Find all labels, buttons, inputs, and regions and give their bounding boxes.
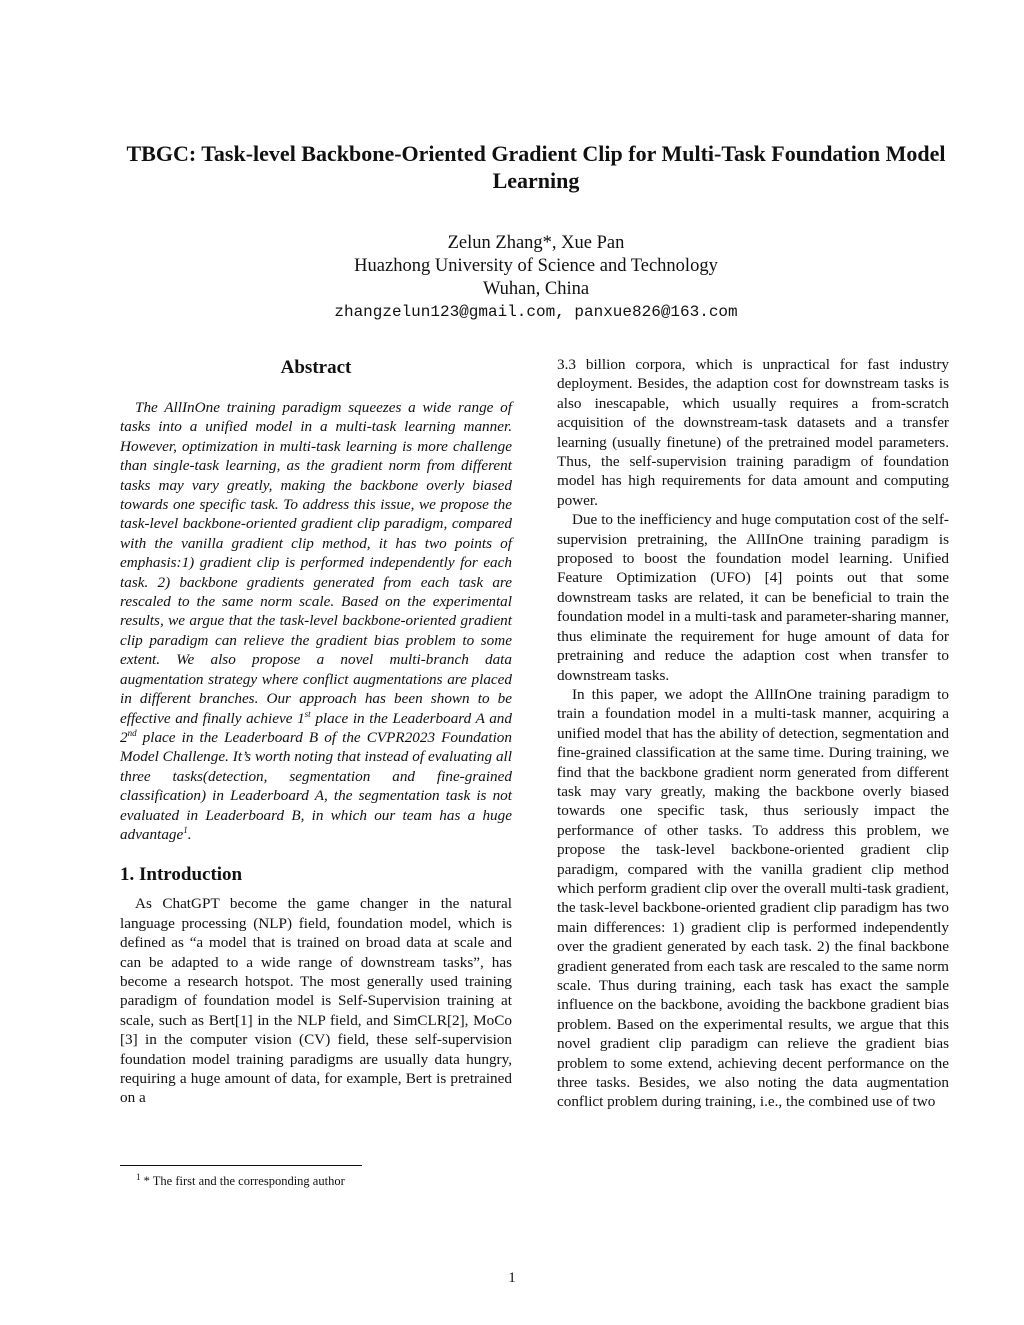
left-column — [120, 355, 512, 1108]
location: Wuhan, China — [482, 279, 590, 299]
footnote-rule — [120, 1165, 362, 1166]
author-names: Zelun Zhang*, Xue Pan — [447, 233, 625, 253]
right-column — [557, 355, 949, 1112]
intro-paragraph-1: As ChatGPT become the game changer in the natural language processing (NLP) field, foundation model, which is defined as “a model that is trained on broad data at scale and can be adapted to a wide range of downstream tasks”, has become a research hotspot. The most generally used training paradigm of foundation model is Self-Supervision training at scale, such as Bert[1] in the NLP field, and SimCLR[2], MoCo [3] in the computer vision (CV) field, these self-supervision foundation model training paradigms are usually data hungry, requiring a huge amount of data, for example, Bert is pretrained on a — [120, 895, 512, 1107]
abstract-body — [120, 398, 512, 844]
footnote-mark: 1 — [136, 1171, 141, 1182]
footnote — [136, 1173, 345, 1189]
page-number: 1 — [508, 1270, 516, 1286]
affiliation: Huazhong University of Science and Technology — [354, 256, 718, 276]
abstract-text-a: The AllInOne training paradigm squeezes a wide range of tasks into a unified model in a multi-task learning manner. However, optimization in multi-task learning is more challenge than single-task learning, as the gradient norm from different tasks may vary greatly, making the backbone overly biased towards one specific task. To address this issue, we propose the task-level backbone-oriented gradient clip paradigm, compared with the vanilla gradient clip method, it has two points of emphasis:1) gradient clip is performed independently for each task. 2) backbone gradients generated from each task are rescaled to the same norm scale. Based on the experimental results, we argue that the task-level backbone-oriented gradient clip paradigm can relieve the gradient bias problem to some extent. We also propose a novel multi-branch data augmentation strategy where conflict augmentations are placed in different branches. Our approach has been shown to be effective and finally achieve 1 — [120, 399, 512, 727]
footnote-ref: 1 — [183, 824, 188, 835]
abstract-text-d: . — [187, 825, 192, 843]
superscript-st: st — [304, 708, 311, 719]
abstract-text-b: place in the Leaderboard A and 2 — [120, 709, 512, 746]
paper-title: TBGC: Task-level Backbone-Oriented Gradient Clip for Multi-Task Foundation Model Learning — [126, 141, 946, 193]
abstract-text-c: place in the Leaderboard B of the CVPR2023 Foundation Model Challenge. It’s worth noting that instead of evaluating all three tasks(detection, segmentation and fine-grained classification) in Leaderboard A, the segmentation task is not evaluated in Leaderboard B, in which our team has a huge advantage — [120, 728, 512, 843]
footnote-text: * The first and the corresponding author — [140, 1174, 345, 1188]
superscript-nd: nd — [127, 727, 137, 738]
author-emails: zhangzelun123@gmail.com, panxue826@163.com — [334, 303, 738, 321]
intro-paragraph-3: Due to the inefficiency and huge computation cost of the self-supervision pretraining, the AllInOne training paradigm is proposed to boost the foundation model learning. Unified Feature Optimization (UFO) [4] points out that some downstream tasks are related, it can be beneficial to train the foundation model in a multi-task and parameter-sharing manner, thus eliminate the requirement for huge amount of data for pretraining and reduce the adaption cost when transfer to downstream tasks. — [557, 511, 949, 684]
abstract-heading: Abstract — [280, 357, 352, 378]
introduction-heading: 1. Introduction — [120, 864, 243, 886]
author-block — [200, 232, 872, 323]
intro-paragraph-4: In this paper, we adopt the AllInOne training paradigm to train a foundation model in a multi-task manner, acquiring a unified model that has the ability of detection, segmentation and fine-grained classification at the same time. During training, we find that the backbone gradient norm generated from different task may vary greatly, making the backbone overly biased towards one specific task, thus seriously impact the performance of other tasks. To address this problem, we propose the task-level backbone-oriented gradient clip paradigm, compared with the vanilla gradient clip method which perform gradient clip over the overall multi-task gradient, the task-level backbone-oriented gradient clip paradigm has two main differences: 1) gradient clip is performed independently over the gradient generated by each task. 2) the final backbone gradient generated from each task are rescaled to the same norm scale. Thus during training, each task has exact the sample influence on the backbone, avoiding the backbone gradient bias problem. Based on the experimental results, we argue that this novel gradient clip paradigm can relieve the gradient bias problem to some extend, achieving decent performance on the three tasks. Besides, we also noting the data augmentation conflict problem during training, i.e., the combined use of two — [557, 685, 949, 1111]
intro-paragraph-2: 3.3 billion corpora, which is unpractical for fast industry deployment. Besides, the adaption cost for downstream tasks is also inescapable, which usually requires a from-scratch acquisition of the downstream-task datasets and a transfer learning (usually finetune) of the pretrained model parameters. Thus, the self-supervision training paradigm of foundation model has high requirements for data amount and computing power. — [557, 356, 949, 509]
